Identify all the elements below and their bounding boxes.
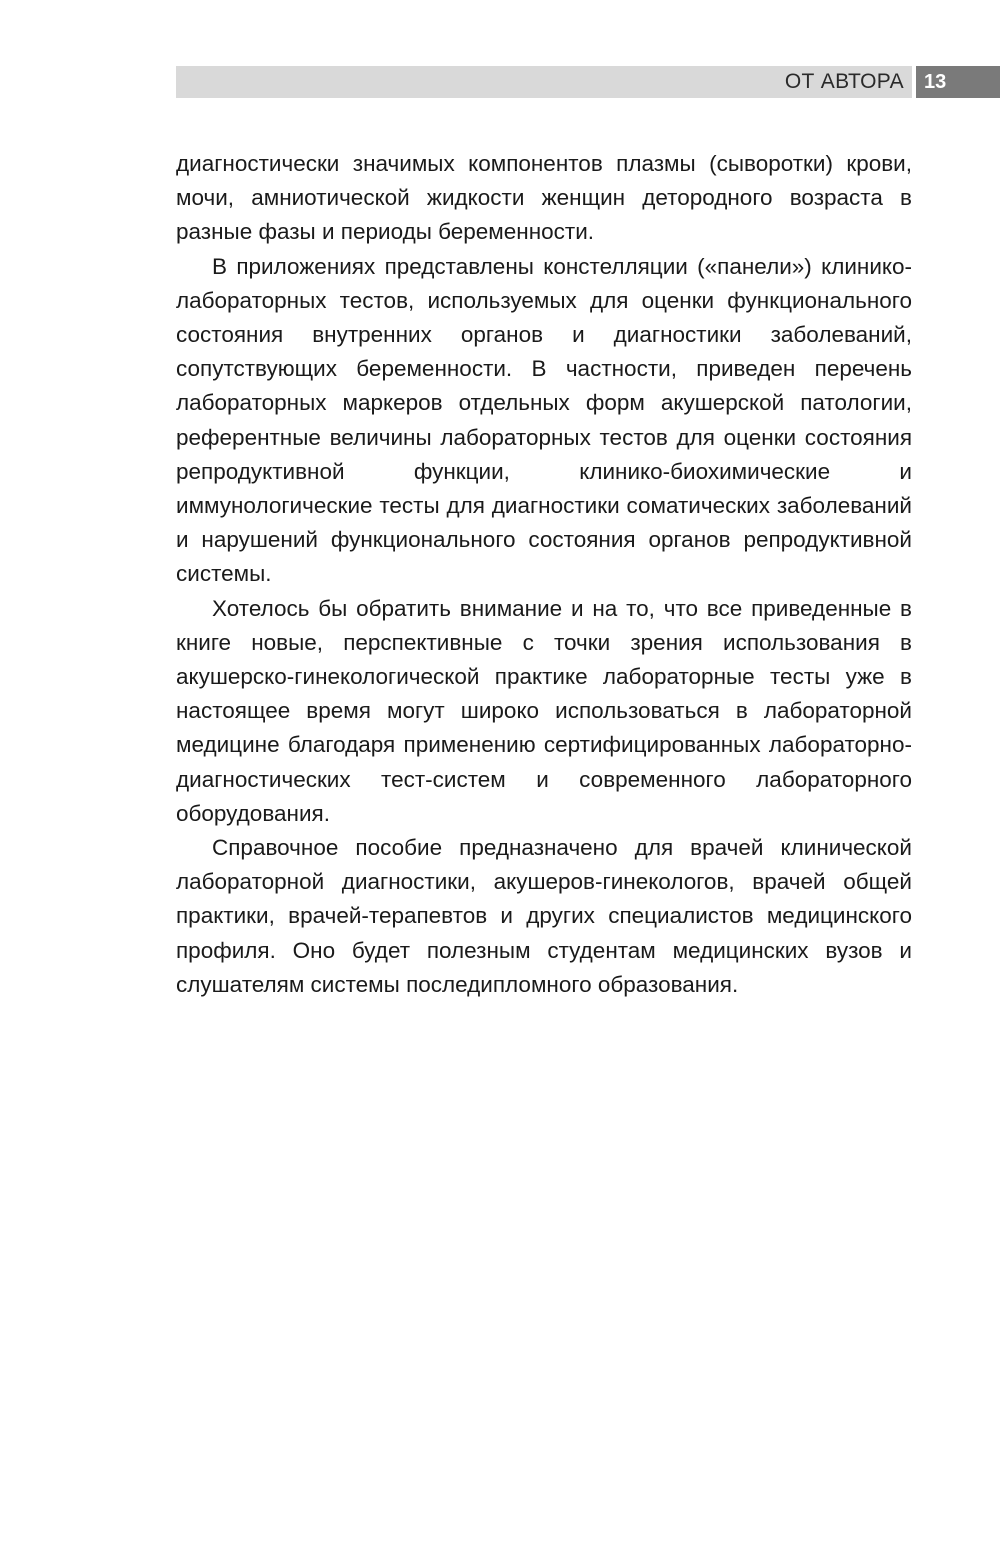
paragraph-appendices: В приложениях представлены констелляции («панели») клинико-лабораторных тестов, используемых для оценки функционального состояния внутренних органов и диагностики заболеваний, сопутствующих беременности. В частности, приведен перечень лабораторных маркеров отдельных форм акушерской патологии, референтные величины лабораторных тестов для оценки состояния репродуктивной функции, клинико-биохимические и иммунологические тесты для диагностики соматических заболеваний и нарушений функционального состояния органов репродуктивной системы. (176, 253, 912, 587)
running-header (176, 66, 912, 98)
paragraph-audience: Справочное пособие предназначено для врачей клинической лабораторной диагностики, акушеров-гинекологов, врачей общей практики, врачей-терапевтов и других специалистов медицинского профиля. Оно будет полезным студентам медицинских вузов и слушателям системы последипломного образования. (176, 835, 912, 997)
paragraph-tests: Хотелось бы обратить внимание и на то, что все приведенные в книге новые, перспективные с точки зрения использования в акушерско-гинекологической практике лабораторные тесты уже в настоящее время могут широко использоваться в лабораторной медицине благодаря применению сертифицированных лабораторно-диагностических тест-систем и современного лабораторного оборудования. (176, 595, 912, 826)
body-text (176, 147, 912, 1002)
paragraph-continuation: диагностически значимых компонентов плазмы (сыворотки) крови, мочи, амниотической жидкости женщин детородного возраста в разные фазы и периоды беременности. (176, 151, 912, 245)
page-number: 13 (924, 71, 947, 93)
section-title: ОТ АВТОРА (784, 70, 904, 93)
page-number-badge (916, 66, 1000, 98)
